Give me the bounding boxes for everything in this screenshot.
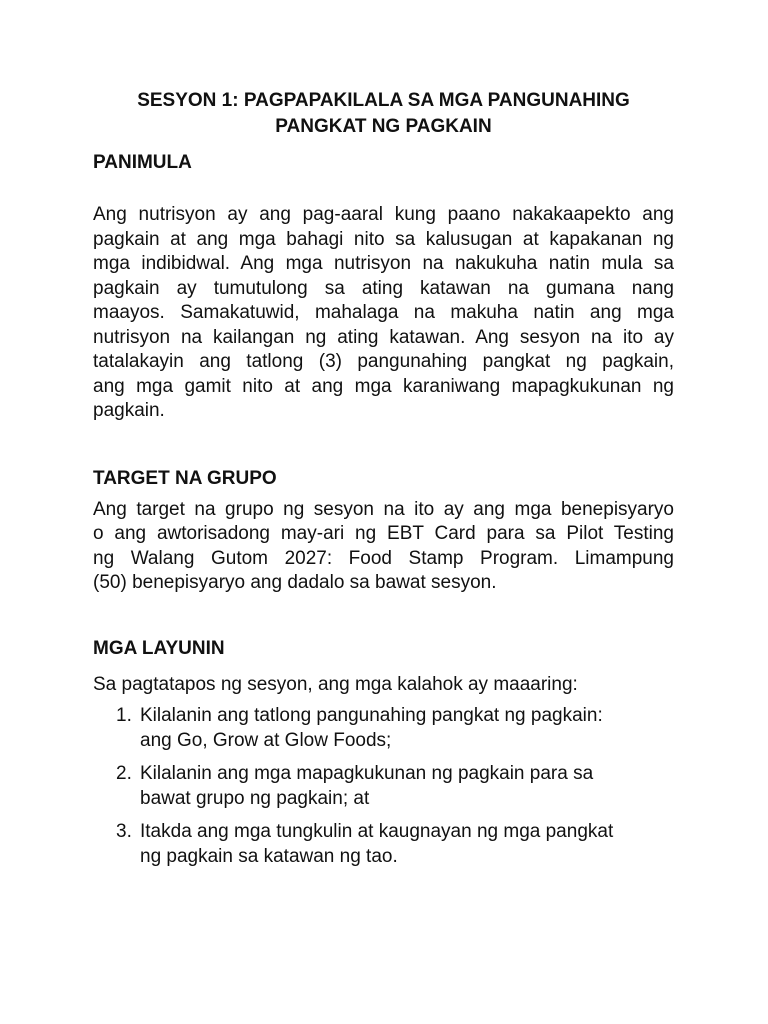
panimula-line: Ang nutrisyon ay ang pag-aaral kung paano nakakaapekto ang <box>93 204 674 225</box>
objective-number: 3. <box>116 821 132 842</box>
objective-item <box>93 761 674 811</box>
panimula-line: ang mga gamit nito at ang mga karaniwang mapagkukunan ng <box>93 375 674 397</box>
objectives-list <box>93 703 674 869</box>
layunin-intro <box>93 673 674 698</box>
panimula-line: tatalakayin ang tatlong (3) pangunahing pangkat ng pagkain, <box>93 351 674 372</box>
layunin-heading: MGA LAYUNIN <box>93 637 225 659</box>
panimula-line: pagkain at ang mga bahagi nito sa kalusugan at kapakanan ng <box>93 228 674 250</box>
panimula-heading: PANIMULA <box>93 152 192 173</box>
session-title <box>93 88 674 140</box>
panimula-line: mga indibidwal. Ang mga nutrisyon na nakukuha natin mula sa <box>93 253 674 274</box>
document-page <box>93 88 674 877</box>
objective-text-line: ng pagkain sa katawan ng tao. <box>140 846 398 867</box>
objective-text <box>140 819 674 869</box>
objective-number: 1. <box>116 705 132 726</box>
panimula-line: maayos. Samakatuwid, mahalaga na makuha natin ang mga <box>93 302 674 323</box>
layunin-intro-text: Sa pagtatapos ng sesyon, ang mga kalahok ay maaaring: <box>93 673 578 695</box>
objective-text <box>140 761 674 811</box>
objective-text <box>140 703 674 753</box>
target-line: Ang target na grupo ng sesyon na ito ay ang mga benepisyaryo <box>93 498 674 520</box>
panimula-line: nutrisyon na kailangan ng ating katawan. Ang sesyon na ito ay <box>93 326 674 348</box>
target-line: ng Walang Gutom 2027: Food Stamp Program. Limampung <box>93 547 674 569</box>
target-paragraph <box>93 498 674 596</box>
objective-text-line: Itakda ang mga tungkulin at kaugnayan ng mga pangkat <box>140 821 614 842</box>
objective-item <box>93 703 674 753</box>
panimula-line: pagkain ay tumutulong sa ating katawan na gumana nang <box>93 277 674 299</box>
objective-number: 2. <box>116 763 132 784</box>
objective-text-line: ang Go, Grow at Glow Foods; <box>140 730 392 751</box>
objective-text-line: Kilalanin ang mga mapagkukunan ng pagkain para sa <box>140 763 594 784</box>
target-line: (50) benepisyaryo ang dadalo sa bawat sesyon. <box>93 572 497 593</box>
panimula-line: pagkain. <box>93 400 165 421</box>
objective-text-line: Kilalanin ang tatlong pangunahing pangkat ng pagkain: <box>140 705 603 726</box>
objective-item <box>93 819 674 869</box>
target-heading: TARGET NA GRUPO <box>93 467 277 489</box>
target-line: o ang awtorisadong may-ari ng EBT Card para sa Pilot Testing <box>93 523 674 544</box>
panimula-paragraph <box>93 203 674 424</box>
session-title-line-2: PANGKAT NG PAGKAIN <box>275 116 492 137</box>
objective-text-line: bawat grupo ng pagkain; at <box>140 788 370 809</box>
session-title-line-1: SESYON 1: PAGPAPAKILALA SA MGA PANGUNAHING <box>137 90 630 111</box>
